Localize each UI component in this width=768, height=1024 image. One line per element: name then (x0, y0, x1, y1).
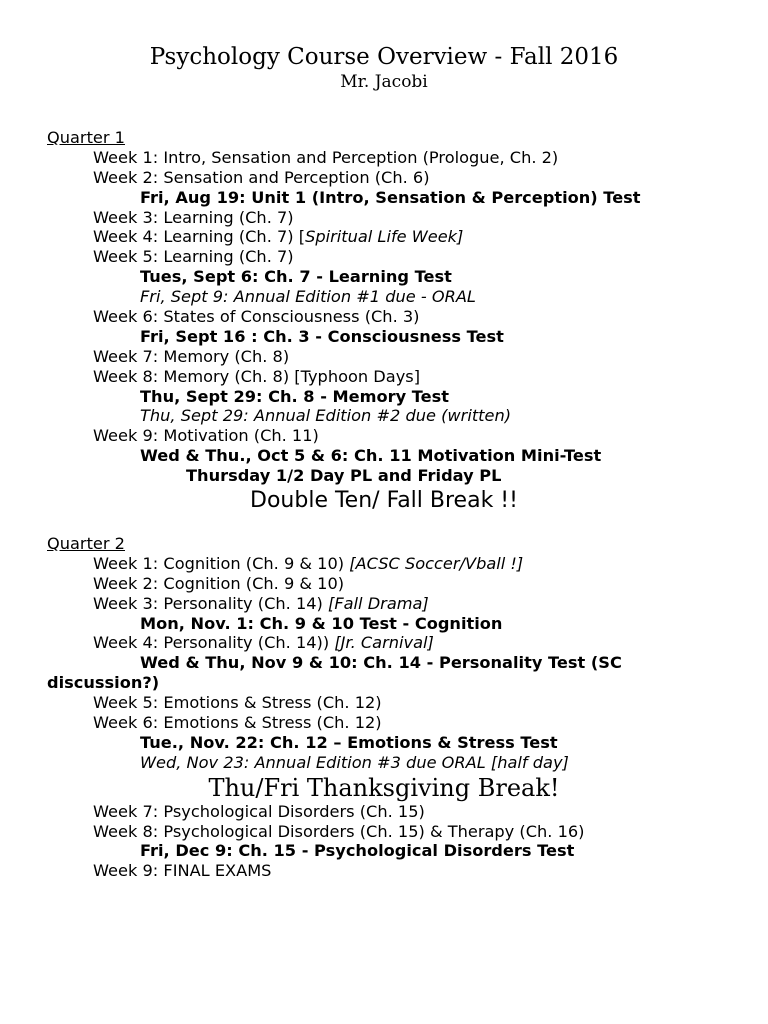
week-line: Week 6: Emotions & Stress (Ch. 12) (93, 713, 382, 733)
week-line (0, 227, 768, 247)
test-line: Tues, Sept 6: Ch. 7 - Learning Test (140, 267, 452, 287)
quarter-1-section (0, 128, 768, 515)
week-text: Week 4: Learning (Ch. 7) [ (93, 227, 306, 247)
week-text: Week 3: Personality (Ch. 14) (93, 593, 329, 613)
quarter-heading: Quarter 2 (47, 534, 125, 553)
week-line: Week 2: Cognition (Ch. 9 & 10) (93, 573, 345, 593)
week-line: Week 8: Memory (Ch. 8) [Typhoon Days] (93, 366, 421, 386)
test-line: Fri, Dec 9: Ch. 15 - Psychological Disorders Test (140, 841, 575, 861)
event-note: [ACSC Soccer/Vball !] (349, 553, 524, 573)
break-banner: Double Ten/ Fall Break !! (250, 488, 518, 514)
assignment-line: Thu, Sept 29: Annual Edition #2 due (written) (140, 406, 512, 426)
test-line: Thu, Sept 29: Ch. 8 - Memory Test (140, 386, 450, 406)
assignment-line: Wed, Nov 23: Annual Edition #3 due ORAL [half day] (140, 752, 569, 772)
test-line: Fri, Sept 16 : Ch. 3 - Consciousness Test (140, 326, 504, 346)
break-banner: Thu/Fri Thanksgiving Break! (208, 773, 560, 802)
event-note: [Jr. Carnival] (334, 633, 434, 653)
week-line: Week 5: Learning (Ch. 7) (93, 247, 294, 267)
quarter-heading: Quarter 1 (47, 128, 125, 147)
pl-day-line: Thursday 1/2 Day PL and Friday PL (186, 466, 502, 486)
event-note: Spiritual Life Week] (305, 227, 464, 247)
test-line: Wed & Thu., Oct 5 & 6: Ch. 11 Motivation Mini-Test (140, 446, 602, 466)
week-line (0, 554, 768, 574)
test-line: Fri, Aug 19: Unit 1 (Intro, Sensation & Perception) Test (140, 187, 641, 207)
quarter-2-section (0, 534, 768, 881)
test-line-continued: discussion?) (47, 673, 160, 693)
week-line: Week 7: Memory (Ch. 8) (93, 346, 290, 366)
week-line: Week 8: Psychological Disorders (Ch. 15) & Therapy (Ch. 16) (93, 821, 585, 841)
week-line: Week 5: Emotions & Stress (Ch. 12) (93, 693, 382, 713)
event-note: [Fall Drama] (328, 593, 429, 613)
week-line: Week 3: Learning (Ch. 7) (93, 207, 294, 227)
assignment-line: Fri, Sept 9: Annual Edition #1 due - ORAL (140, 287, 476, 307)
week-line: Week 2: Sensation and Perception (Ch. 6) (93, 167, 430, 187)
document-title: Psychology Course Overview - Fall 2016 (149, 44, 619, 70)
week-line: Week 6: States of Consciousness (Ch. 3) (93, 307, 420, 327)
teacher-name: Mr. Jacobi (340, 72, 428, 92)
week-line: Week 7: Psychological Disorders (Ch. 15) (93, 801, 425, 821)
week-line (0, 633, 768, 653)
test-line: Wed & Thu, Nov 9 & 10: Ch. 14 - Personality Test (SC (140, 653, 622, 673)
week-line: Week 1: Intro, Sensation and Perception (Prologue, Ch. 2) (93, 147, 559, 167)
test-line: Tue., Nov. 22: Ch. 12 – Emotions & Stress Test (140, 732, 558, 752)
week-text: Week 1: Cognition (Ch. 9 & 10) (93, 553, 350, 573)
week-line: Week 9: Motivation (Ch. 11) (93, 426, 319, 446)
week-line: Week 9: FINAL EXAMS (93, 861, 272, 881)
test-line: Mon, Nov. 1: Ch. 9 & 10 Test - Cognition (140, 613, 503, 633)
week-text: Week 4: Personality (Ch. 14)) (93, 633, 335, 653)
week-line (0, 594, 768, 614)
